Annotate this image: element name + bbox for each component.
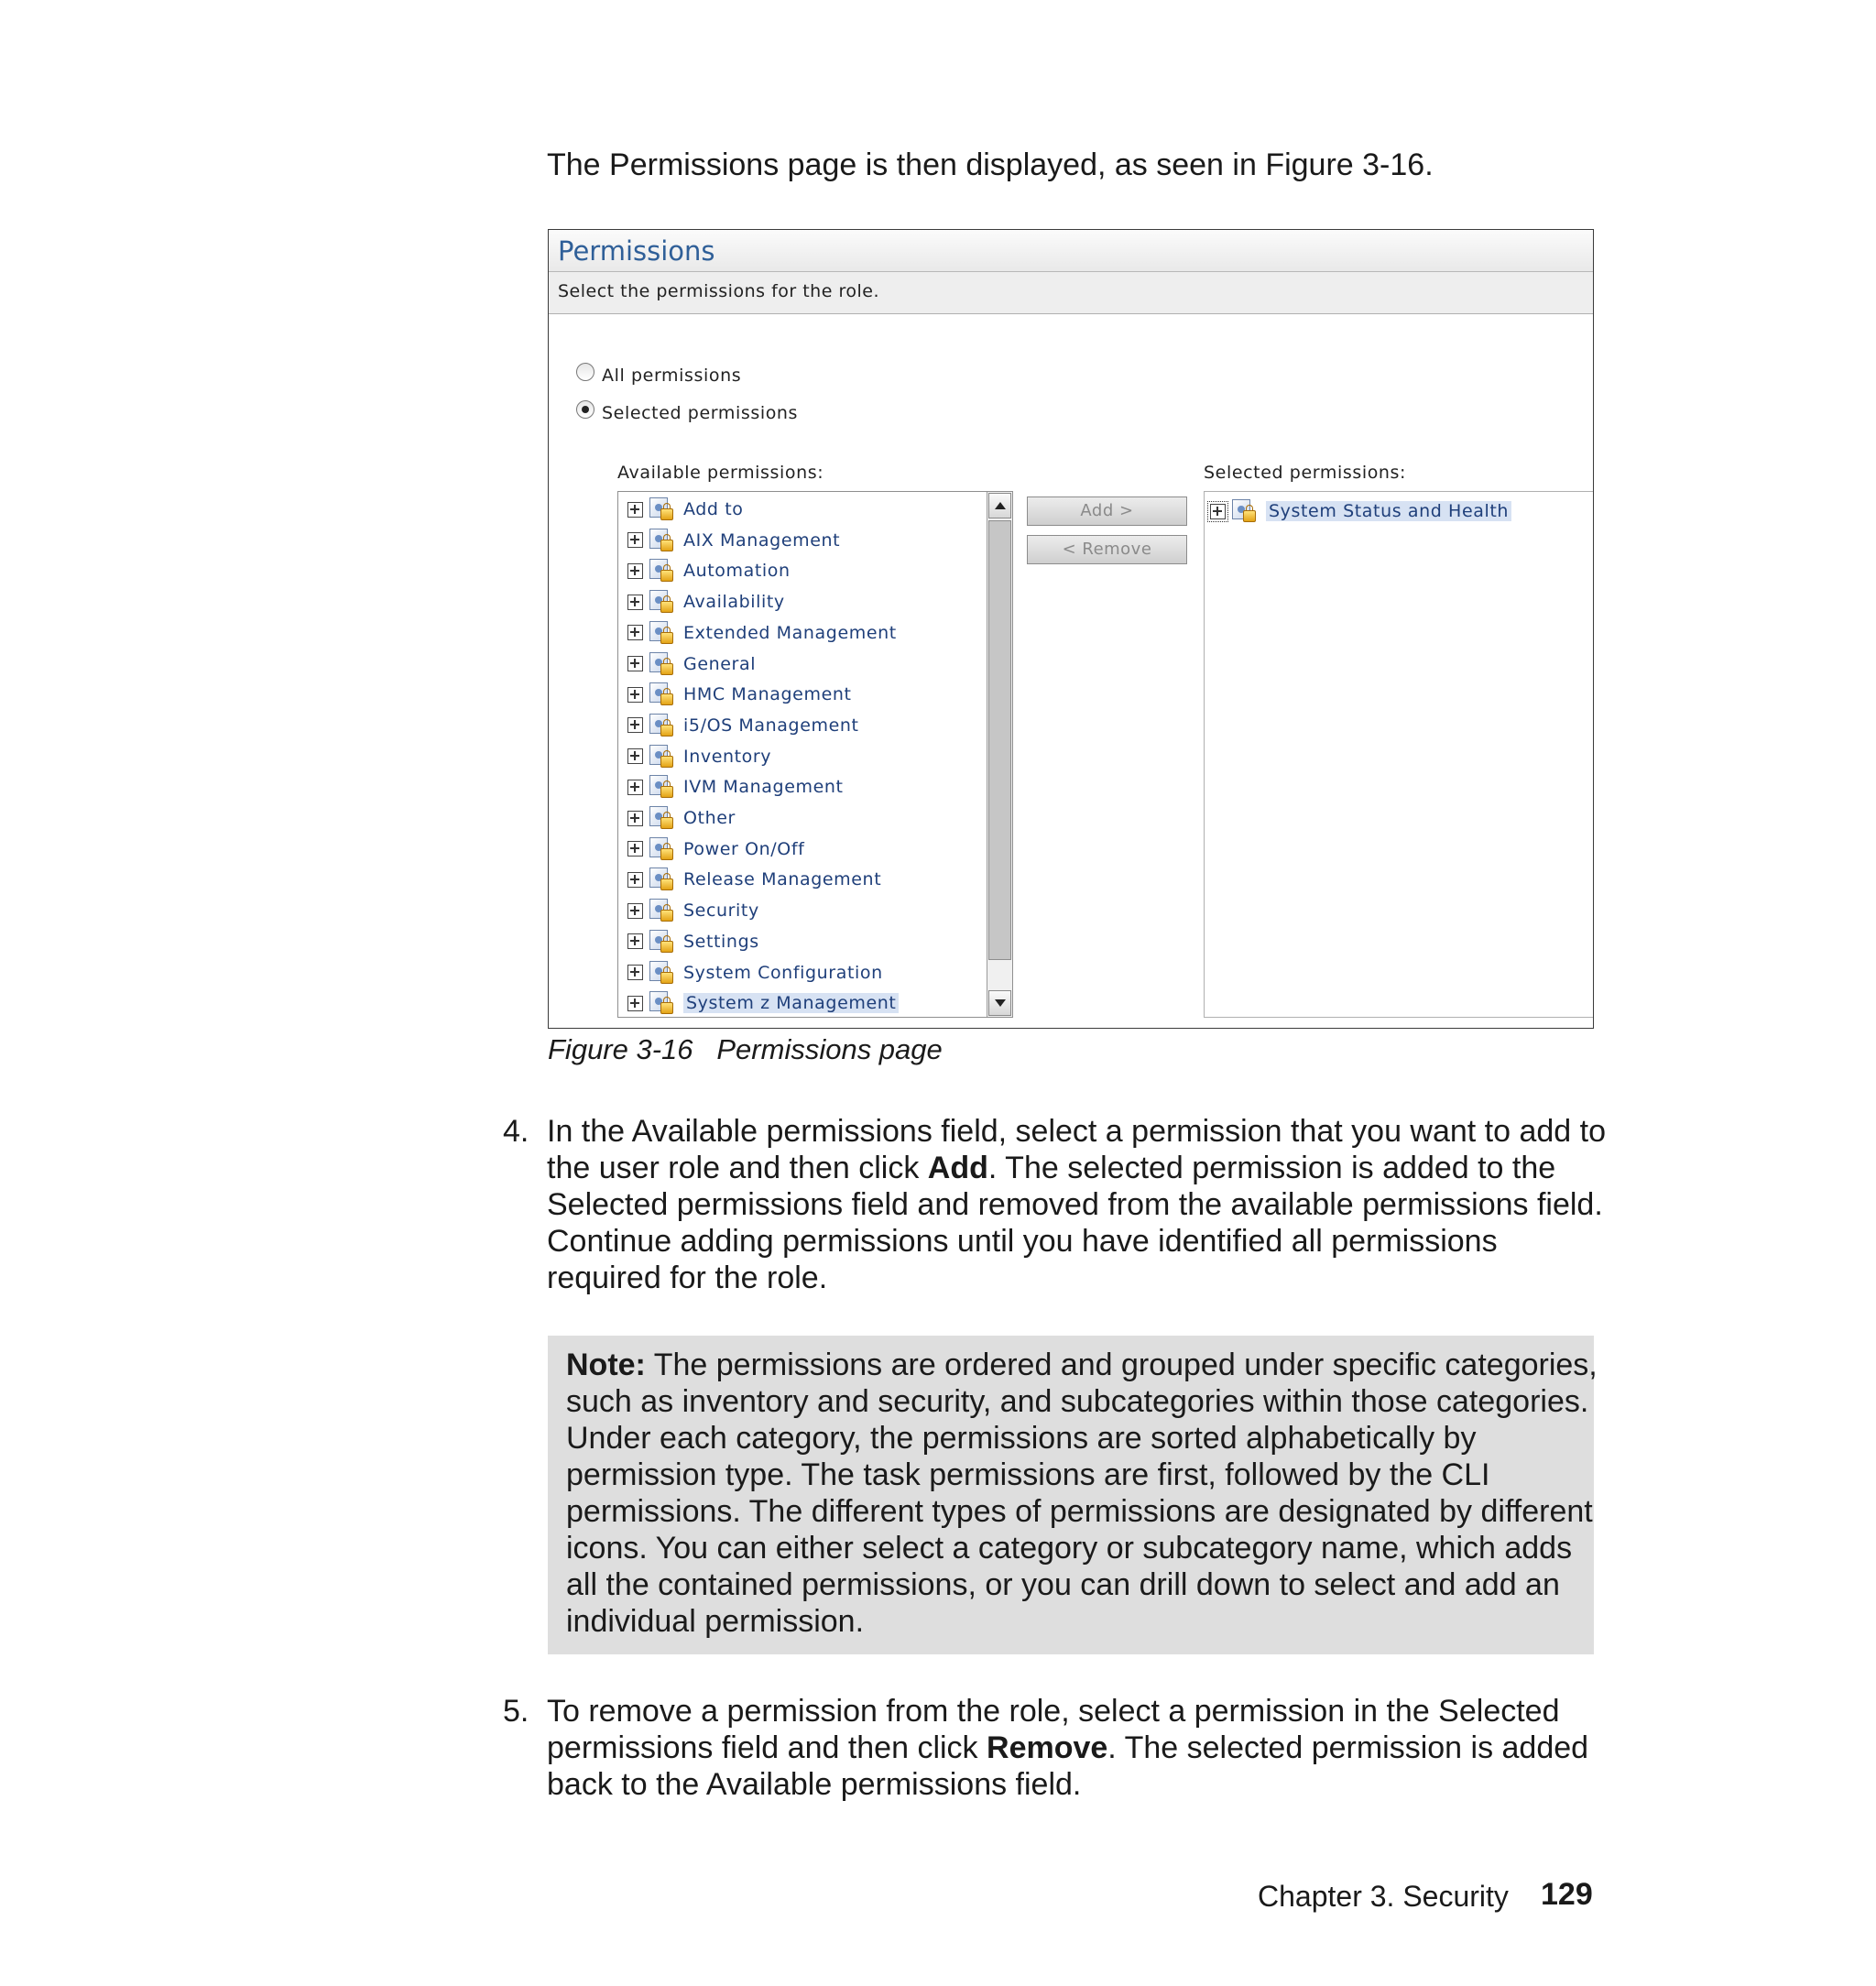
note-line: such as inventory and security, and subcategories within those categories. — [566, 1384, 1589, 1419]
step-4-line: In the Available permissions field, select a permission that you want to add to — [547, 1114, 1607, 1149]
permission-category-item[interactable] — [627, 773, 844, 801]
chapter-footer: Chapter 3. Security — [1258, 1880, 1509, 1913]
permission-lock-icon — [649, 836, 674, 862]
permission-category-item[interactable] — [627, 804, 736, 832]
plus-box-icon[interactable] — [627, 780, 643, 795]
scrollbar[interactable] — [987, 492, 1012, 1017]
permission-lock-icon — [649, 651, 674, 677]
permission-lock-icon — [649, 805, 674, 831]
permission-category-label: Power On/Off — [683, 838, 805, 859]
permission-category-item[interactable] — [627, 496, 744, 523]
step-5-line: permissions field and then click Remove. The selected permission is added — [547, 1730, 1589, 1765]
permission-category-label: IVM Management — [683, 777, 844, 798]
permission-category-label: Security — [683, 900, 759, 922]
permission-category-item[interactable] — [627, 928, 759, 955]
available-permissions-label: Available permissions: — [617, 463, 824, 483]
permission-category-item[interactable] — [627, 557, 791, 584]
plus-box-icon[interactable] — [627, 996, 643, 1011]
step-5-line: back to the Available permissions field. — [547, 1767, 1082, 1802]
selected-permission-item[interactable] — [1210, 497, 1511, 525]
step-4-line: Continue adding permissions until you have identified all permissions — [547, 1224, 1498, 1259]
plus-box-icon[interactable] — [627, 933, 643, 949]
permission-lock-icon — [649, 990, 674, 1016]
permission-lock-icon — [649, 774, 674, 800]
plus-box-icon[interactable] — [627, 502, 643, 518]
permission-category-label: Automation — [683, 561, 791, 582]
plus-box-icon[interactable] — [1210, 504, 1226, 519]
permission-category-item[interactable] — [627, 527, 840, 554]
permissions-panel-screenshot — [548, 229, 1594, 1029]
radio-selected-permissions[interactable] — [576, 403, 798, 423]
note-line: all the contained permissions, or you can drill down to select and add an — [566, 1567, 1560, 1602]
add-keyword: Add — [927, 1151, 988, 1185]
permission-lock-icon — [649, 528, 674, 553]
selected-permission-label: System Status and Health — [1266, 501, 1511, 521]
permission-category-item[interactable] — [627, 897, 759, 924]
figure-caption — [548, 1033, 943, 1066]
permission-lock-icon — [649, 496, 674, 522]
radio-all-permissions[interactable] — [576, 366, 741, 386]
permission-category-label: System Configuration — [683, 962, 883, 983]
radio-selected-permissions-label: Selected permissions — [602, 403, 799, 423]
selected-permissions-label: Selected permissions: — [1204, 463, 1407, 483]
permission-category-item[interactable] — [627, 712, 859, 739]
intro-paragraph: The Permissions page is then displayed, as seen in Figure 3-16. — [547, 147, 1434, 182]
available-permissions-list[interactable] — [617, 491, 1013, 1018]
permission-category-label: Release Management — [683, 869, 882, 890]
step-5-line: To remove a permission from the role, select a permission in the Selected — [547, 1694, 1560, 1729]
permission-category-label: Settings — [683, 931, 759, 952]
scrollbar-thumb[interactable] — [988, 520, 1011, 960]
permission-lock-icon — [649, 713, 674, 738]
permission-category-label: AIX Management — [683, 529, 841, 551]
permission-lock-icon — [649, 589, 674, 615]
note-line: Under each category, the permissions are sorted alphabetically by — [566, 1421, 1477, 1456]
step-4-number: 4. — [503, 1114, 529, 1149]
permission-category-item[interactable] — [627, 588, 785, 616]
note-line: permissions. The different types of permissions are designated by different — [566, 1494, 1593, 1529]
panel-header — [549, 230, 1593, 272]
note-line: individual permission. — [566, 1604, 865, 1639]
radio-button-unchecked[interactable] — [576, 363, 594, 381]
step-4-line: Selected permissions field and removed from the available permissions field. — [547, 1187, 1603, 1222]
permission-category-item[interactable] — [627, 835, 804, 863]
step-5-number: 5. — [503, 1694, 529, 1729]
permission-category-item[interactable] — [627, 959, 883, 987]
plus-box-icon[interactable] — [627, 811, 643, 826]
permission-category-item[interactable] — [627, 650, 756, 678]
plus-box-icon[interactable] — [627, 903, 643, 919]
permission-category-label: HMC Management — [683, 684, 852, 705]
permission-category-label: General — [683, 653, 757, 674]
permission-lock-icon — [649, 620, 674, 646]
plus-box-icon[interactable] — [627, 563, 643, 579]
plus-box-icon[interactable] — [627, 872, 643, 888]
figure-caption-text: Permissions page — [716, 1033, 943, 1065]
permission-lock-icon — [649, 898, 674, 923]
permission-category-label: Other — [683, 808, 736, 828]
permission-lock-icon — [649, 929, 674, 955]
available-permissions-tree — [618, 492, 980, 1017]
page-number: 129 — [1541, 1877, 1593, 1912]
plus-box-icon[interactable] — [627, 748, 643, 764]
plus-box-icon[interactable] — [627, 717, 643, 733]
permission-category-label: Add to — [683, 499, 744, 519]
plus-box-icon[interactable] — [627, 625, 643, 640]
permission-category-label: System z Management — [683, 993, 899, 1013]
plus-box-icon[interactable] — [627, 965, 643, 980]
figure-number: Figure 3-16 — [548, 1033, 693, 1065]
arrow-down-icon[interactable] — [988, 990, 1011, 1016]
permission-category-item[interactable] — [627, 681, 852, 708]
step-4-line: required for the role. — [547, 1260, 828, 1295]
remove-button[interactable]: < Remove — [1027, 535, 1187, 564]
note-line: icons. You can either select a category or subcategory name, which adds — [566, 1531, 1573, 1566]
plus-box-icon[interactable] — [627, 841, 643, 857]
permission-lock-icon — [649, 960, 674, 986]
note-line: Note: The permissions are ordered and grouped under specific categories, — [566, 1348, 1598, 1382]
permission-category-item[interactable] — [627, 866, 881, 893]
permission-lock-icon — [649, 682, 674, 707]
plus-box-icon[interactable] — [627, 656, 643, 671]
plus-box-icon[interactable] — [627, 595, 643, 610]
selected-permissions-list[interactable] — [1204, 491, 1594, 1018]
permission-lock-icon — [649, 867, 674, 892]
plus-box-icon[interactable] — [627, 687, 643, 703]
permission-category-item[interactable] — [627, 743, 771, 770]
radio-all-permissions-label: All permissions — [602, 366, 742, 386]
remove-keyword: Remove — [987, 1730, 1108, 1765]
permission-category-label: Extended Management — [683, 622, 897, 643]
step-4-text — [547, 1113, 1607, 1296]
radio-button-checked[interactable] — [576, 400, 594, 419]
permission-lock-icon — [1231, 498, 1257, 524]
panel-instruction: Select the permissions for the role. — [558, 281, 879, 301]
permission-category-label: Inventory — [683, 746, 772, 767]
plus-box-icon[interactable] — [627, 532, 643, 548]
permission-category-label: i5/OS Management — [683, 715, 859, 736]
note-box — [548, 1336, 1598, 1654]
permission-category-item[interactable] — [627, 619, 897, 647]
note-line: permission type. The task permissions are first, followed by the CLI — [566, 1457, 1490, 1492]
permission-lock-icon — [649, 744, 674, 769]
add-button[interactable]: Add > — [1027, 496, 1187, 526]
note-label: Note: — [566, 1348, 646, 1382]
permission-lock-icon — [649, 558, 674, 584]
arrow-up-icon[interactable] — [988, 493, 1011, 518]
panel-title: Permissions — [558, 235, 715, 267]
permission-category-item[interactable] — [627, 989, 899, 1017]
panel-instruction-bar — [549, 272, 1593, 314]
step-5-text — [547, 1693, 1600, 1803]
step-4-line: the user role and then click Add. The selected permission is added to the — [547, 1151, 1556, 1185]
permission-category-label: Availability — [683, 592, 785, 613]
